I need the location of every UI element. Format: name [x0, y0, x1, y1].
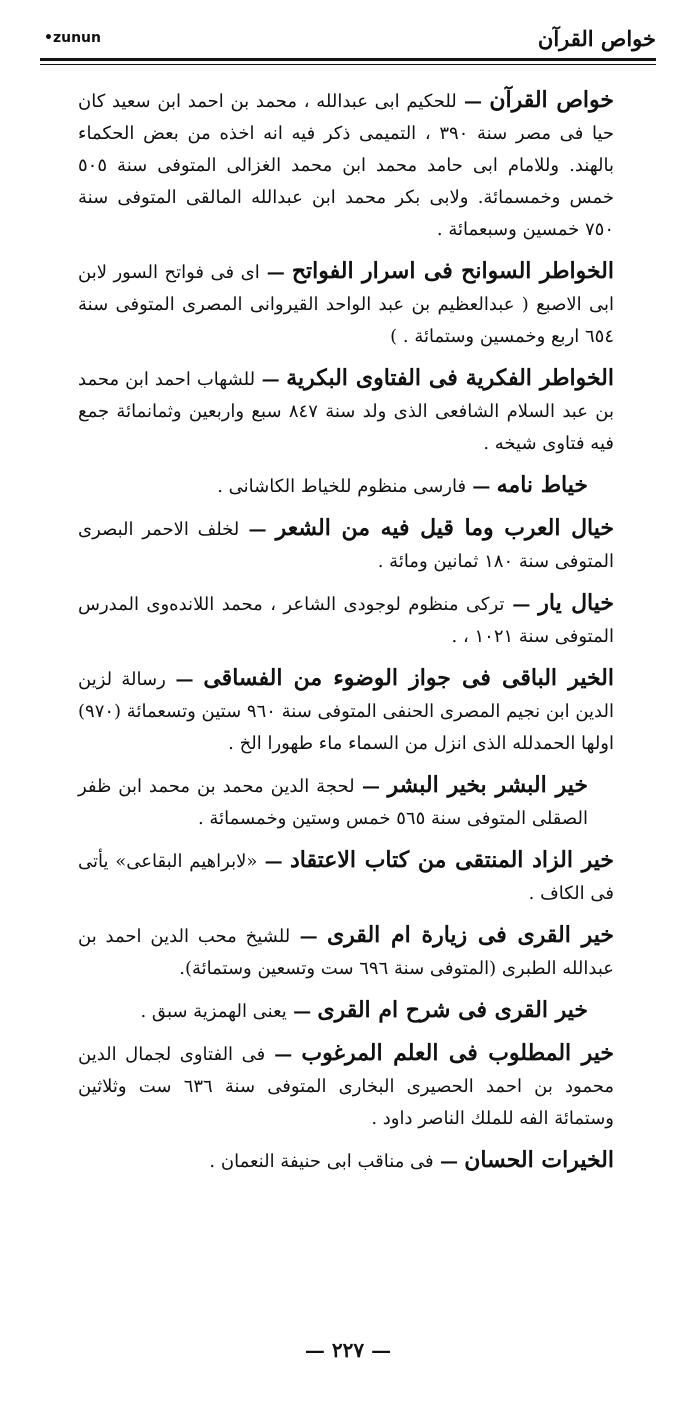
dictionary-entry [78, 994, 614, 1028]
entry-separator: — [290, 926, 327, 947]
entry-headword: خياط نامه [496, 472, 588, 498]
page-header [40, 22, 656, 62]
entry-headword: الخير الباقى فى جواز الوضوء من الفساقى [203, 665, 614, 691]
dictionary-entry [78, 662, 614, 760]
dictionary-entry [78, 255, 614, 353]
entry-description: فى الفتاوى لجمال الدين محمود بن احمد الحصيرى البخارى المتوفى سنة ٦٣٦ ست وثلاثين وستمائة الفه للملك الناصر داود . [78, 1044, 614, 1129]
entry-headword: خيال يار [538, 590, 614, 616]
entry-separator: — [265, 1044, 302, 1065]
dictionary-entry [78, 919, 614, 985]
entry-description: لحجة الدين محمد بن محمد ابن ظفر الصقلى المتوفى سنة ٥٦٥ خمس وستين وخمسمائة . [78, 776, 588, 829]
entries-list [78, 84, 614, 1187]
entry-description: تركى منظوم لوجودى الشاعر ، محمد اللاندەوى المدرس المتوفى سنة ١٠٢١ ، . [78, 594, 614, 647]
entry-headword: خير المطلوب فى العلم المرغوب [301, 1040, 614, 1066]
header-mark: •zunun [44, 30, 101, 46]
entry-headword: الخواطر السوانح فى اسرار الفواتح [291, 258, 614, 284]
entry-headword: خير الزاد المنتقى من كتاب الاعتقاد [289, 847, 614, 873]
entry-separator: — [504, 594, 539, 615]
entry-headword: خير البشر بخير البشر [387, 772, 588, 798]
dictionary-entry [78, 362, 614, 460]
entry-headword: خير القرى فى زيارة ام القرى [326, 922, 614, 948]
dictionary-entry [78, 84, 614, 246]
entry-headword: خيال العرب وما قيل فيه من الشعر [275, 515, 614, 541]
page-number: — ٢٢٧ — [304, 1338, 392, 1362]
entry-description: رسالة لزين الدين ابن نجيم المصرى الحنفى المتوفى سنة ٩٦٠ ستين وتسعمائة (٩٧٠) اولها الحمدلله الذى انزل من السماء ماء طهورا الخ . [78, 669, 614, 754]
entry-description: يعنى الهمزية سبق . [140, 1001, 287, 1022]
entry-separator: — [433, 1151, 465, 1172]
running-title: خواص القرآن [537, 26, 656, 51]
entry-description: «لابراهيم البقاعى» يأتى فى الكاف . [78, 851, 614, 904]
entry-headword: الخيرات الحسان [464, 1147, 614, 1173]
entry-separator: — [259, 262, 292, 283]
dictionary-entry [78, 769, 614, 835]
dictionary-entry [78, 1037, 614, 1135]
dictionary-entry [78, 587, 614, 653]
entry-headword: الخواطر الفكرية فى الفتاوى البكرية [286, 365, 614, 391]
entry-description: للحكيم ابى عبدالله ، محمد بن احمد ابن سعيد كان حيا فى مصر سنة ٣٩٠ ، التميمى ذكر فيه انه اخذه من بعض الحكماء بالهند. وللامام ابى حامد محمد ابن محمد الغزالى المتوفى سنة ٥٠٥ خمس وخمسمائة. ولابى بكر محمد ابن عبدالله المالقى المتوفى سنة ٧٥٠ خمسين وسبعمائة . [78, 91, 615, 240]
entry-separator: — [354, 776, 388, 797]
entry-headword: خير القرى فى شرح ام القرى [317, 997, 588, 1023]
entry-separator: — [257, 851, 290, 872]
entry-separator: — [286, 1001, 318, 1022]
entry-description: فى مناقب ابى حنيفة النعمان . [209, 1151, 434, 1172]
header-rule-thin [40, 64, 656, 65]
entry-description: فارسى منظوم للخياط الكاشانى . [217, 476, 467, 497]
entry-separator: — [456, 91, 490, 112]
entry-separator: — [466, 476, 497, 497]
entry-description: اى فى فواتح السور لابن ابى الاصبع ( عبدالعظيم بن عبد الواحد القيروانى المصرى المتوفى سنة ٦٥٤ اربع وخمسين وستمائة . ) [78, 262, 614, 347]
dictionary-entry [78, 844, 614, 910]
dictionary-entry [78, 469, 614, 503]
entry-description: للشهاب احمد ابن محمد بن عبد السلام الشافعى الذى ولد سنة ٨٤٧ سبع واربعين وثمانمائة جمع فيه فتاوى شيخه . [78, 369, 614, 454]
entry-headword: خواص القرآن [489, 87, 614, 113]
entry-description: لخلف الاحمر البصرى المتوفى سنة ١٨٠ ثمانين ومائة . [78, 519, 614, 572]
dictionary-entry [78, 512, 614, 578]
entry-separator: — [255, 369, 287, 390]
header-rule-thick [40, 58, 656, 61]
entry-separator: — [165, 669, 204, 690]
entry-separator: — [239, 519, 276, 540]
dictionary-entry [78, 1144, 614, 1178]
entry-description: للشيخ محب الدين احمد بن عبدالله الطبرى (المتوفى سنة ٦٩٦ ست وتسعين وستمائة). [78, 926, 614, 979]
